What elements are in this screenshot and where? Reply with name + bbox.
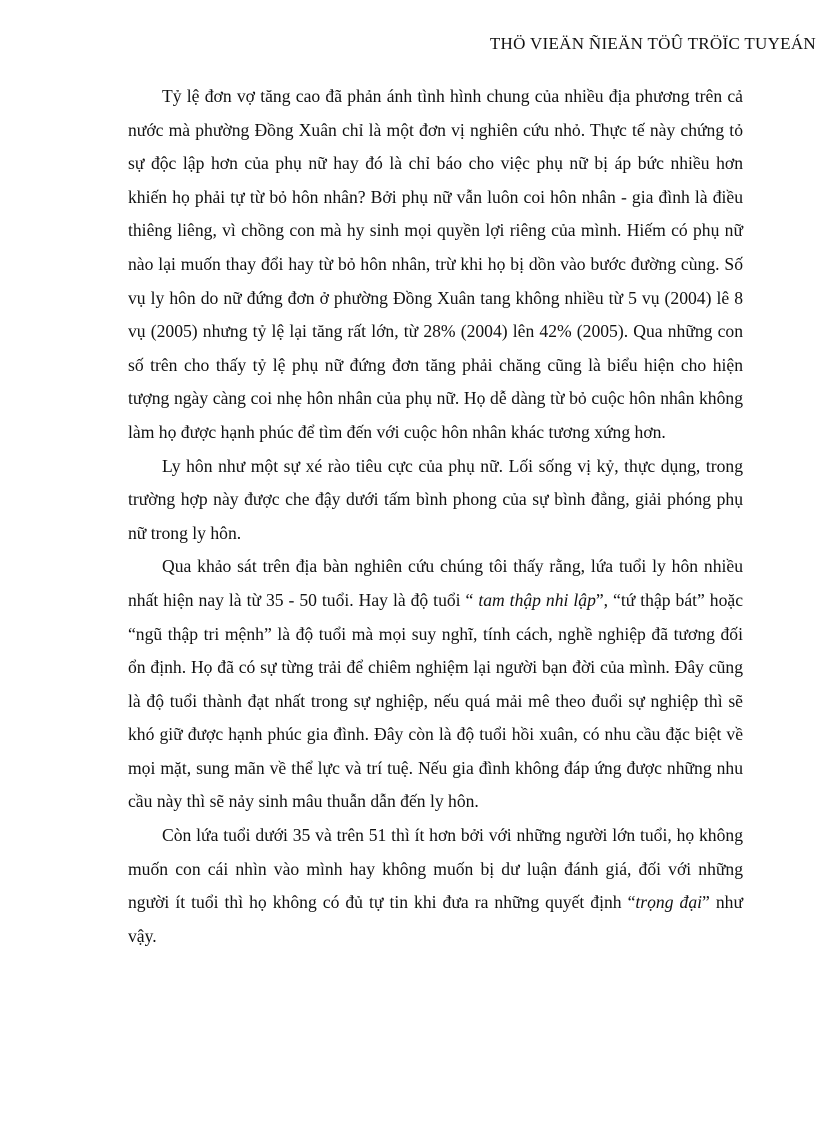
paragraph-3-italic-phrase: tam thập nhi lập bbox=[478, 589, 596, 610]
paragraph-3-text-a: Qua khảo sát trên địa bàn nghiên cứu chúng tôi thấy rằng, lứa tuổi ly hôn nhiều nhất hiện nay là từ 35 - 50 tuổi. Hay là độ tuổi “ bbox=[128, 556, 743, 610]
paragraph-1 bbox=[128, 80, 743, 450]
paragraph-3-text-b: ”, “tứ thập bát” hoặc “ngũ thập tri mệnh” là độ tuổi mà mọi suy nghĩ, tính cách, nghề nghiệp đã tương đối ổn định. Họ đã có sự từng trải để chiêm nghiệm lại người bạn đời của mình. Đây cũng là độ tuổi thành đạt nhất trong sự nghiệp, nếu quá mải mê theo đuổi sự nghiệp thì sẽ khó giữ được hạnh phúc gia đình. Đây còn là độ tuổi hồi xuân, có nhu cầu đặc biệt về mọi mặt, sung mãn về thể lực và trí tuệ. Nếu gia đình không đáp ứng được những nhu cầu này thì sẽ nảy sinh mâu thuẫn dẫn đến ly hôn. bbox=[128, 589, 744, 812]
paragraph-4-italic-phrase: trọng đại bbox=[635, 892, 703, 913]
paragraph-4 bbox=[128, 819, 743, 953]
paragraph-4-text-b: ” như vậy. bbox=[128, 892, 743, 946]
paragraph-4-text-a: Còn lứa tuổi dưới 35 và trên 51 thì ít hơn bởi với những người lớn tuổi, họ không muốn con cái nhìn vào mình hay không muốn bị dư luận đánh giá, đối với những người ít tuổi thì họ không có đủ tự tin khi đưa ra những quyết định “ bbox=[128, 825, 743, 913]
paragraph-3 bbox=[128, 550, 743, 819]
paragraph-1-text: Tỷ lệ đơn vợ tăng cao đã phản ánh tình hình chung của nhiều địa phương trên cả nước mà phường Đồng Xuân chỉ là một đơn vị nghiên cứu nhỏ. Thực tế này chứng tỏ sự độc lập hơn của phụ nữ hay đó là chỉ báo cho việc phụ nữ bị áp bức nhiều hơn khiến họ phải tự từ bỏ hôn nhân? Bởi phụ nữ vẫn luôn coi hôn nhân - gia đình là điều thiêng liêng, vì chồng con mà hy sinh mọi quyền lợi riêng của mình. Hiếm có phụ nữ nào lại muốn thay đổi hay từ bỏ hôn nhân, trừ khi họ bị dồn vào bước đường cùng. Số vụ ly hôn do nữ đứng đơn ở phường Đồng Xuân tang không nhiều từ 5 vụ (2004) lê 8 vụ (2005) nhưng tỷ lệ lại tăng rất lớn, từ 28% (2004) lên 42% (2005). Qua những con số trên cho thấy tỷ lệ phụ nữ đứng đơn tăng phải chăng cũng là biểu hiện cho hiện tượng ngày càng coi nhẹ hôn nhân của phụ nữ. Họ dễ dàng từ bỏ cuộc hôn nhân không làm họ được hạnh phúc để tìm đến với cuộc hôn nhân khác tương xứng hơn. bbox=[128, 86, 743, 442]
body-text bbox=[128, 80, 743, 953]
page-header: THÖ VIEÄN ÑIEÄN TÖÛ TRÖÏC TUYEÁN bbox=[489, 34, 816, 53]
paragraph-2-text: Ly hôn như một sự xé rào tiêu cực của phụ nữ. Lối sống vị kỷ, thực dụng, trong trường hợp này được che đậy dưới tấm bình phong của sự bình đẳng, giải phóng phụ nữ trong ly hôn. bbox=[128, 455, 743, 543]
paragraph-2 bbox=[128, 450, 743, 551]
